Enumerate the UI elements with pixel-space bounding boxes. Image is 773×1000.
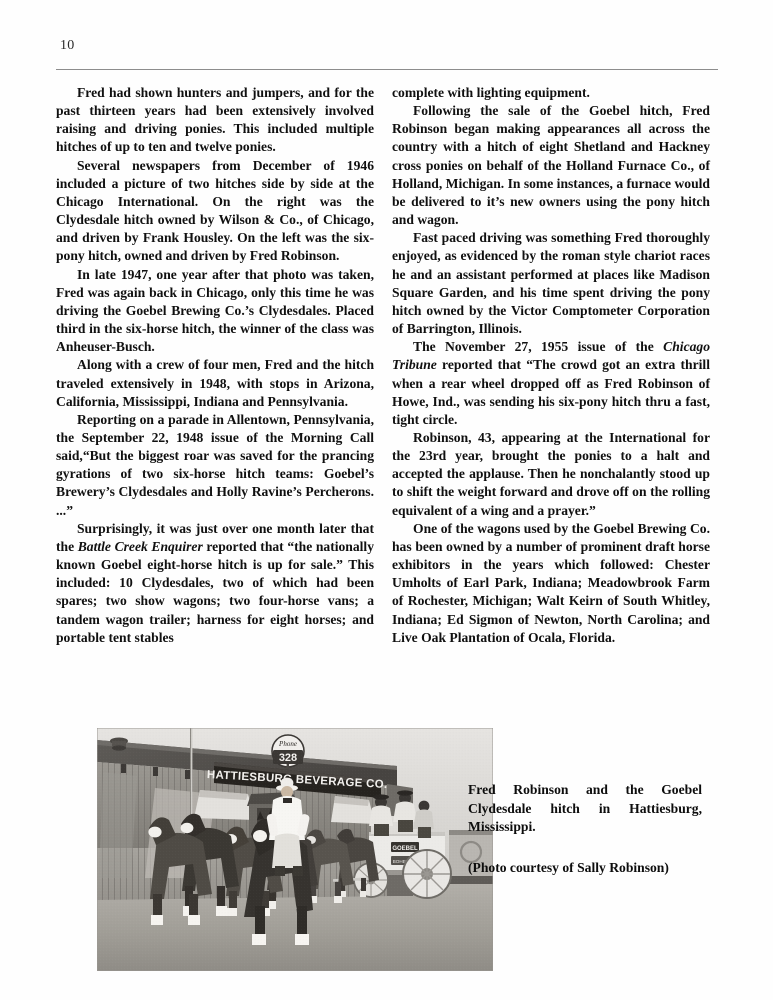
paragraph: Fred had shown hunters and jumpers, and for the past thirteen years had been extensively involved raising and driving ponies. This included multiple hitches of up to ten and twelve ponies. <box>56 85 374 155</box>
paragraph-text-after-title: reported that “the nationally known Goebel eight-horse hitch is up for sale.” This included: 10 Clydesdales, two of which had been spares; two show wagons; two four-horse vans; a tandem wagon trailer; harness for eight horses; and portable tent stables <box>56 538 374 645</box>
italic-newspaper-title: Chicago Tribune <box>392 339 710 373</box>
column-left <box>56 84 374 647</box>
photograph <box>97 728 493 971</box>
paragraph-text-before-title: Surprisingly, it was just over one month later that the <box>56 520 374 554</box>
column-right <box>392 84 710 647</box>
photo-caption-block <box>468 781 702 877</box>
paragraph: Reporting on a parade in Allentown, Pennsylvania, the September 22, 1948 issue of the Morning Call said,“But the biggest roar was saved for the prancing gyrations of two six-horse hitch teams: Goebel’s Brewery’s Clydesdales and Holly Ravine’s Percherons. ...” <box>56 411 374 518</box>
photo-caption: Fred Robinson and the Goebel Clydesdale hitch in Hattiesburg, Mississippi. <box>468 782 702 835</box>
paragraph: One of the wagons used by the Goebel Brewing Co. has been owned by a number of prominent draft horse exhibitors in the years which followed: Chester Umholts of Earl Park, Indiana; Meadowbrook Farm of Rochester, Michigan; Walt Keirn of South Whitley, Indiana; Ed Sigmon of Newton, North Carolina; and Live Oak Plantation of Ocala, Florida. <box>392 520 710 645</box>
italic-newspaper-title: Battle Creek Enquirer <box>77 538 203 554</box>
paragraph: Along with a crew of four men, Fred and the hitch traveled extensively in 1948, with stops in Arizona, California, Mississippi, Indiana and Pennsylvania. <box>56 357 374 409</box>
paragraph-continuation: complete with lighting equipment. <box>392 85 590 100</box>
paragraph: In late 1947, one year after that photo was taken, Fred was again back in Chicago, only this time he was driving the Goebel Brewing Co.’s Clydesdales. Placed third in the six-horse hitch, the winner of the class was Anheuser-Busch. <box>56 266 374 355</box>
paragraph: Fast paced driving was something Fred thoroughly enjoyed, as evidenced by the roman style chariot races he and an assistant performed at places like Madison Square Garden, and his time spent driving the pony hitch owned by the Victor Comptometer Corporation of Barrington, Illinois. <box>392 230 710 337</box>
header-rule <box>56 69 718 70</box>
photograph-image <box>97 728 493 971</box>
page-number: 10 <box>60 38 75 53</box>
photo-credit: (Photo courtesy of Sally Robinson) <box>468 859 669 875</box>
paragraph-with-italic-title <box>56 520 374 647</box>
paragraph-text-after-title: reported that “The crowd got an extra thrill when a rear wheel dropped off as Fred Robinson of Howe, Ind., was sending his six-pony hitch thru a fast, tight circle. <box>392 357 710 427</box>
paragraph: Robinson, 43, appearing at the International for the 23rd year, brought the ponies to a halt and accepted the applause. Then he nonchalantly stood up to shift the weight forward and drove off on the rolling equivalent of a wing and a prayer.” <box>392 429 710 518</box>
paragraph-text-before-title: The November 27, 1955 issue of the <box>413 339 664 355</box>
page-header <box>56 38 718 72</box>
paragraph: Several newspapers from December of 1946 included a picture of two hitches side by side at the Chicago International. On the right was the Clydesdale hitch owned by Wilson & Co., of Chicago, and driven by Frank Housley. On the left was the six-pony hitch, owned and driven by Fred Robinson. <box>56 157 374 264</box>
paragraph: Following the sale of the Goebel hitch, Fred Robinson began making appearances all across the country with a hitch of eight Shetland and Hackney cross ponies on behalf of the Holland Furnace Co., of Holland, Michigan. In some instances, a furnace would be delivered to it’s new owners using the pony hitch and wagon. <box>392 103 710 228</box>
paragraph-with-italic-title <box>392 338 710 429</box>
